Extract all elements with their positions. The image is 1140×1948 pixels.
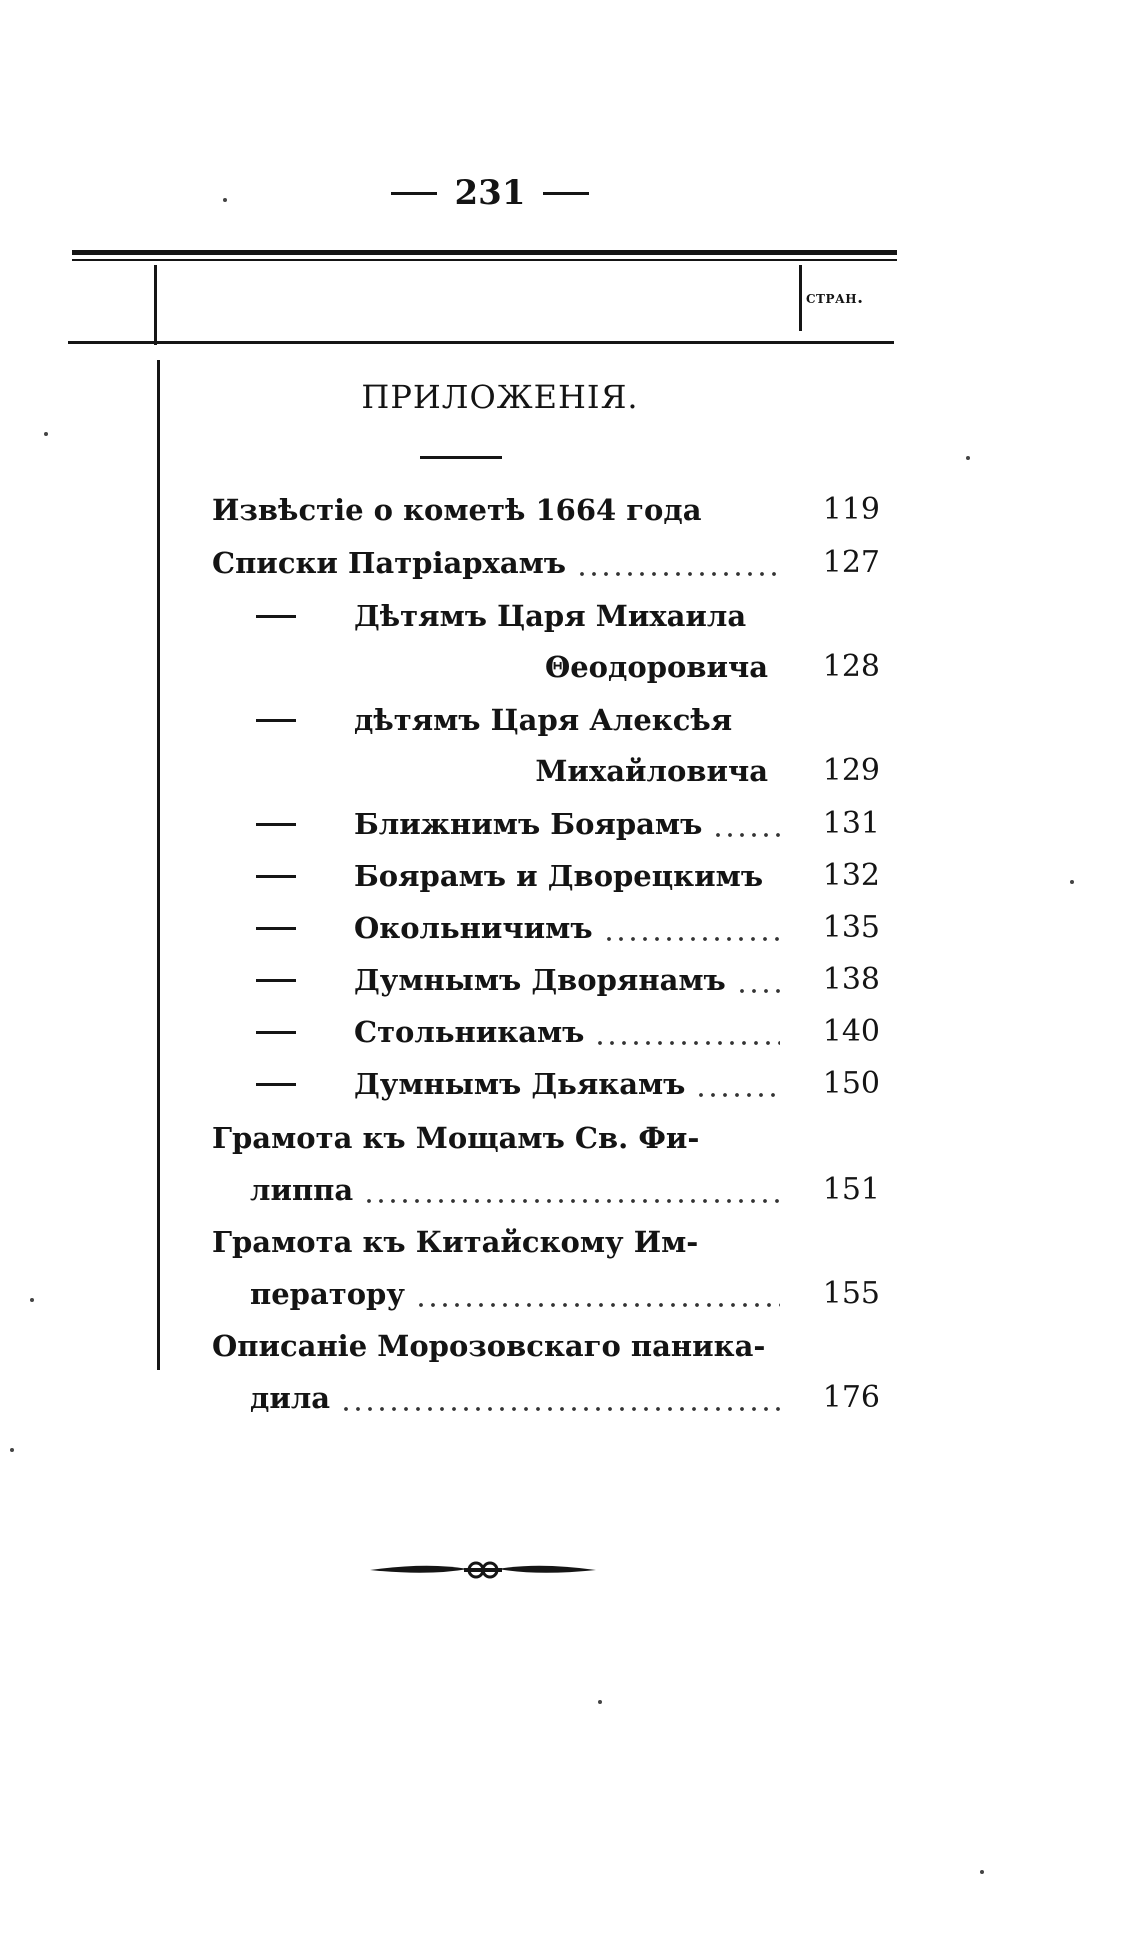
dot-leader — [594, 1006, 780, 1058]
header-bottom-rule — [68, 341, 894, 344]
toc-entry-page: 132 — [822, 858, 880, 893]
header-top-thin-rule — [72, 259, 897, 261]
page-column-header: стран. — [806, 288, 864, 308]
ditto-dash — [256, 823, 296, 826]
toc-entry-page: 131 — [822, 806, 880, 841]
toc-entry-page: 119 — [822, 492, 880, 527]
toc-entry-text: Извѣстіе о кометѣ 1664 года — [212, 493, 702, 527]
toc-entry-text: Боярамъ и Дворецкимъ — [354, 859, 764, 893]
page-number-text: 231 — [454, 173, 526, 213]
toc-entry — [212, 745, 880, 797]
dot-leader — [363, 1164, 780, 1216]
dot-leader — [695, 1058, 780, 1110]
dot-leader — [340, 1372, 780, 1424]
toc-entry-page: 129 — [822, 753, 880, 788]
toc-entry — [212, 1372, 880, 1424]
toc-entry-text: Списки Патріархамъ — [212, 546, 567, 580]
dot-leader — [712, 798, 780, 850]
print-speck — [980, 1870, 984, 1874]
toc-entry-page: 128 — [822, 649, 880, 684]
page-number-right-dash — [543, 192, 589, 195]
toc-entry-page: 138 — [822, 962, 880, 997]
toc-entry — [212, 590, 880, 642]
toc-entry-text: Окольничимъ — [354, 911, 593, 945]
print-speck — [10, 1448, 14, 1452]
ditto-dash — [256, 927, 296, 930]
toc-entry-page: 140 — [822, 1014, 880, 1049]
ditto-dash — [256, 979, 296, 982]
toc-entry-text: Думнымъ Дьякамъ — [354, 1067, 686, 1101]
dot-leader — [415, 1268, 780, 1320]
page-number-left-dash — [391, 192, 437, 195]
ditto-dash — [256, 1031, 296, 1034]
header-page-column-rule — [799, 265, 802, 331]
dot-leader — [576, 537, 780, 589]
toc-entry-text: Михайловича — [535, 754, 768, 788]
toc-entry — [212, 1320, 880, 1372]
toc-entry-text: Ближнимъ Боярамъ — [354, 807, 703, 841]
toc-entry-text: Грамота къ Китайскому Им- — [212, 1225, 699, 1259]
toc-entry — [212, 484, 880, 536]
header-left-vertical-rule — [154, 265, 157, 345]
toc-entry — [212, 641, 880, 693]
ditto-dash — [256, 875, 296, 878]
toc-entry — [212, 954, 880, 1006]
toc-entry — [212, 537, 880, 589]
print-speck — [966, 456, 970, 460]
toc-entry-page: 150 — [822, 1066, 880, 1101]
toc-entry-page: 176 — [822, 1380, 880, 1415]
page-number — [370, 168, 610, 218]
print-speck — [30, 1298, 34, 1302]
print-speck — [44, 432, 48, 436]
dot-leader — [736, 954, 780, 1006]
toc-entry-page: 135 — [822, 910, 880, 945]
toc-entry-page: 151 — [822, 1172, 880, 1207]
toc-entry — [212, 1216, 880, 1268]
toc-entry — [212, 1006, 880, 1058]
dot-leader — [603, 902, 780, 954]
toc-entry — [212, 1058, 880, 1110]
toc-entry-text: Стольникамъ — [354, 1015, 585, 1049]
toc-entry-text: Θеодоровича — [544, 650, 768, 684]
toc-entry — [212, 850, 880, 902]
toc-entry-text: дила — [250, 1381, 331, 1415]
print-speck — [598, 1700, 602, 1704]
toc-entry — [212, 694, 880, 746]
header-top-thick-rule — [72, 250, 897, 255]
ditto-dash — [256, 1083, 296, 1086]
print-speck — [223, 198, 227, 202]
toc-entry-text: Дѣтямъ Царя Михаила — [354, 599, 747, 633]
toc-entry-text: Думнымъ Дворянамъ — [354, 963, 726, 997]
toc-entry-text: ператору — [250, 1277, 405, 1311]
ditto-dash — [256, 615, 296, 618]
print-speck — [1070, 880, 1074, 884]
toc-entry — [212, 902, 880, 954]
toc-entry-page: 155 — [822, 1276, 880, 1311]
toc-entry — [212, 798, 880, 850]
section-title: ПРИЛОЖЕНІЯ. — [361, 378, 639, 416]
toc-entry — [212, 1164, 880, 1216]
section-title-underline — [420, 456, 502, 459]
toc-entry — [212, 1268, 880, 1320]
left-margin-vertical-rule — [157, 360, 160, 1370]
toc-entry — [212, 1112, 880, 1164]
toc-entry-page: 127 — [822, 545, 880, 580]
ditto-dash — [256, 719, 296, 722]
end-ornament — [368, 1552, 598, 1588]
toc-entry-text: липпа — [250, 1173, 354, 1207]
toc-entry-text: Грамота къ Мощамъ Св. Фи- — [212, 1121, 700, 1155]
toc-entry-text: Описаніе Морозовскаго паника- — [212, 1329, 766, 1363]
toc-entry-text: дѣтямъ Царя Алексѣя — [354, 703, 733, 737]
